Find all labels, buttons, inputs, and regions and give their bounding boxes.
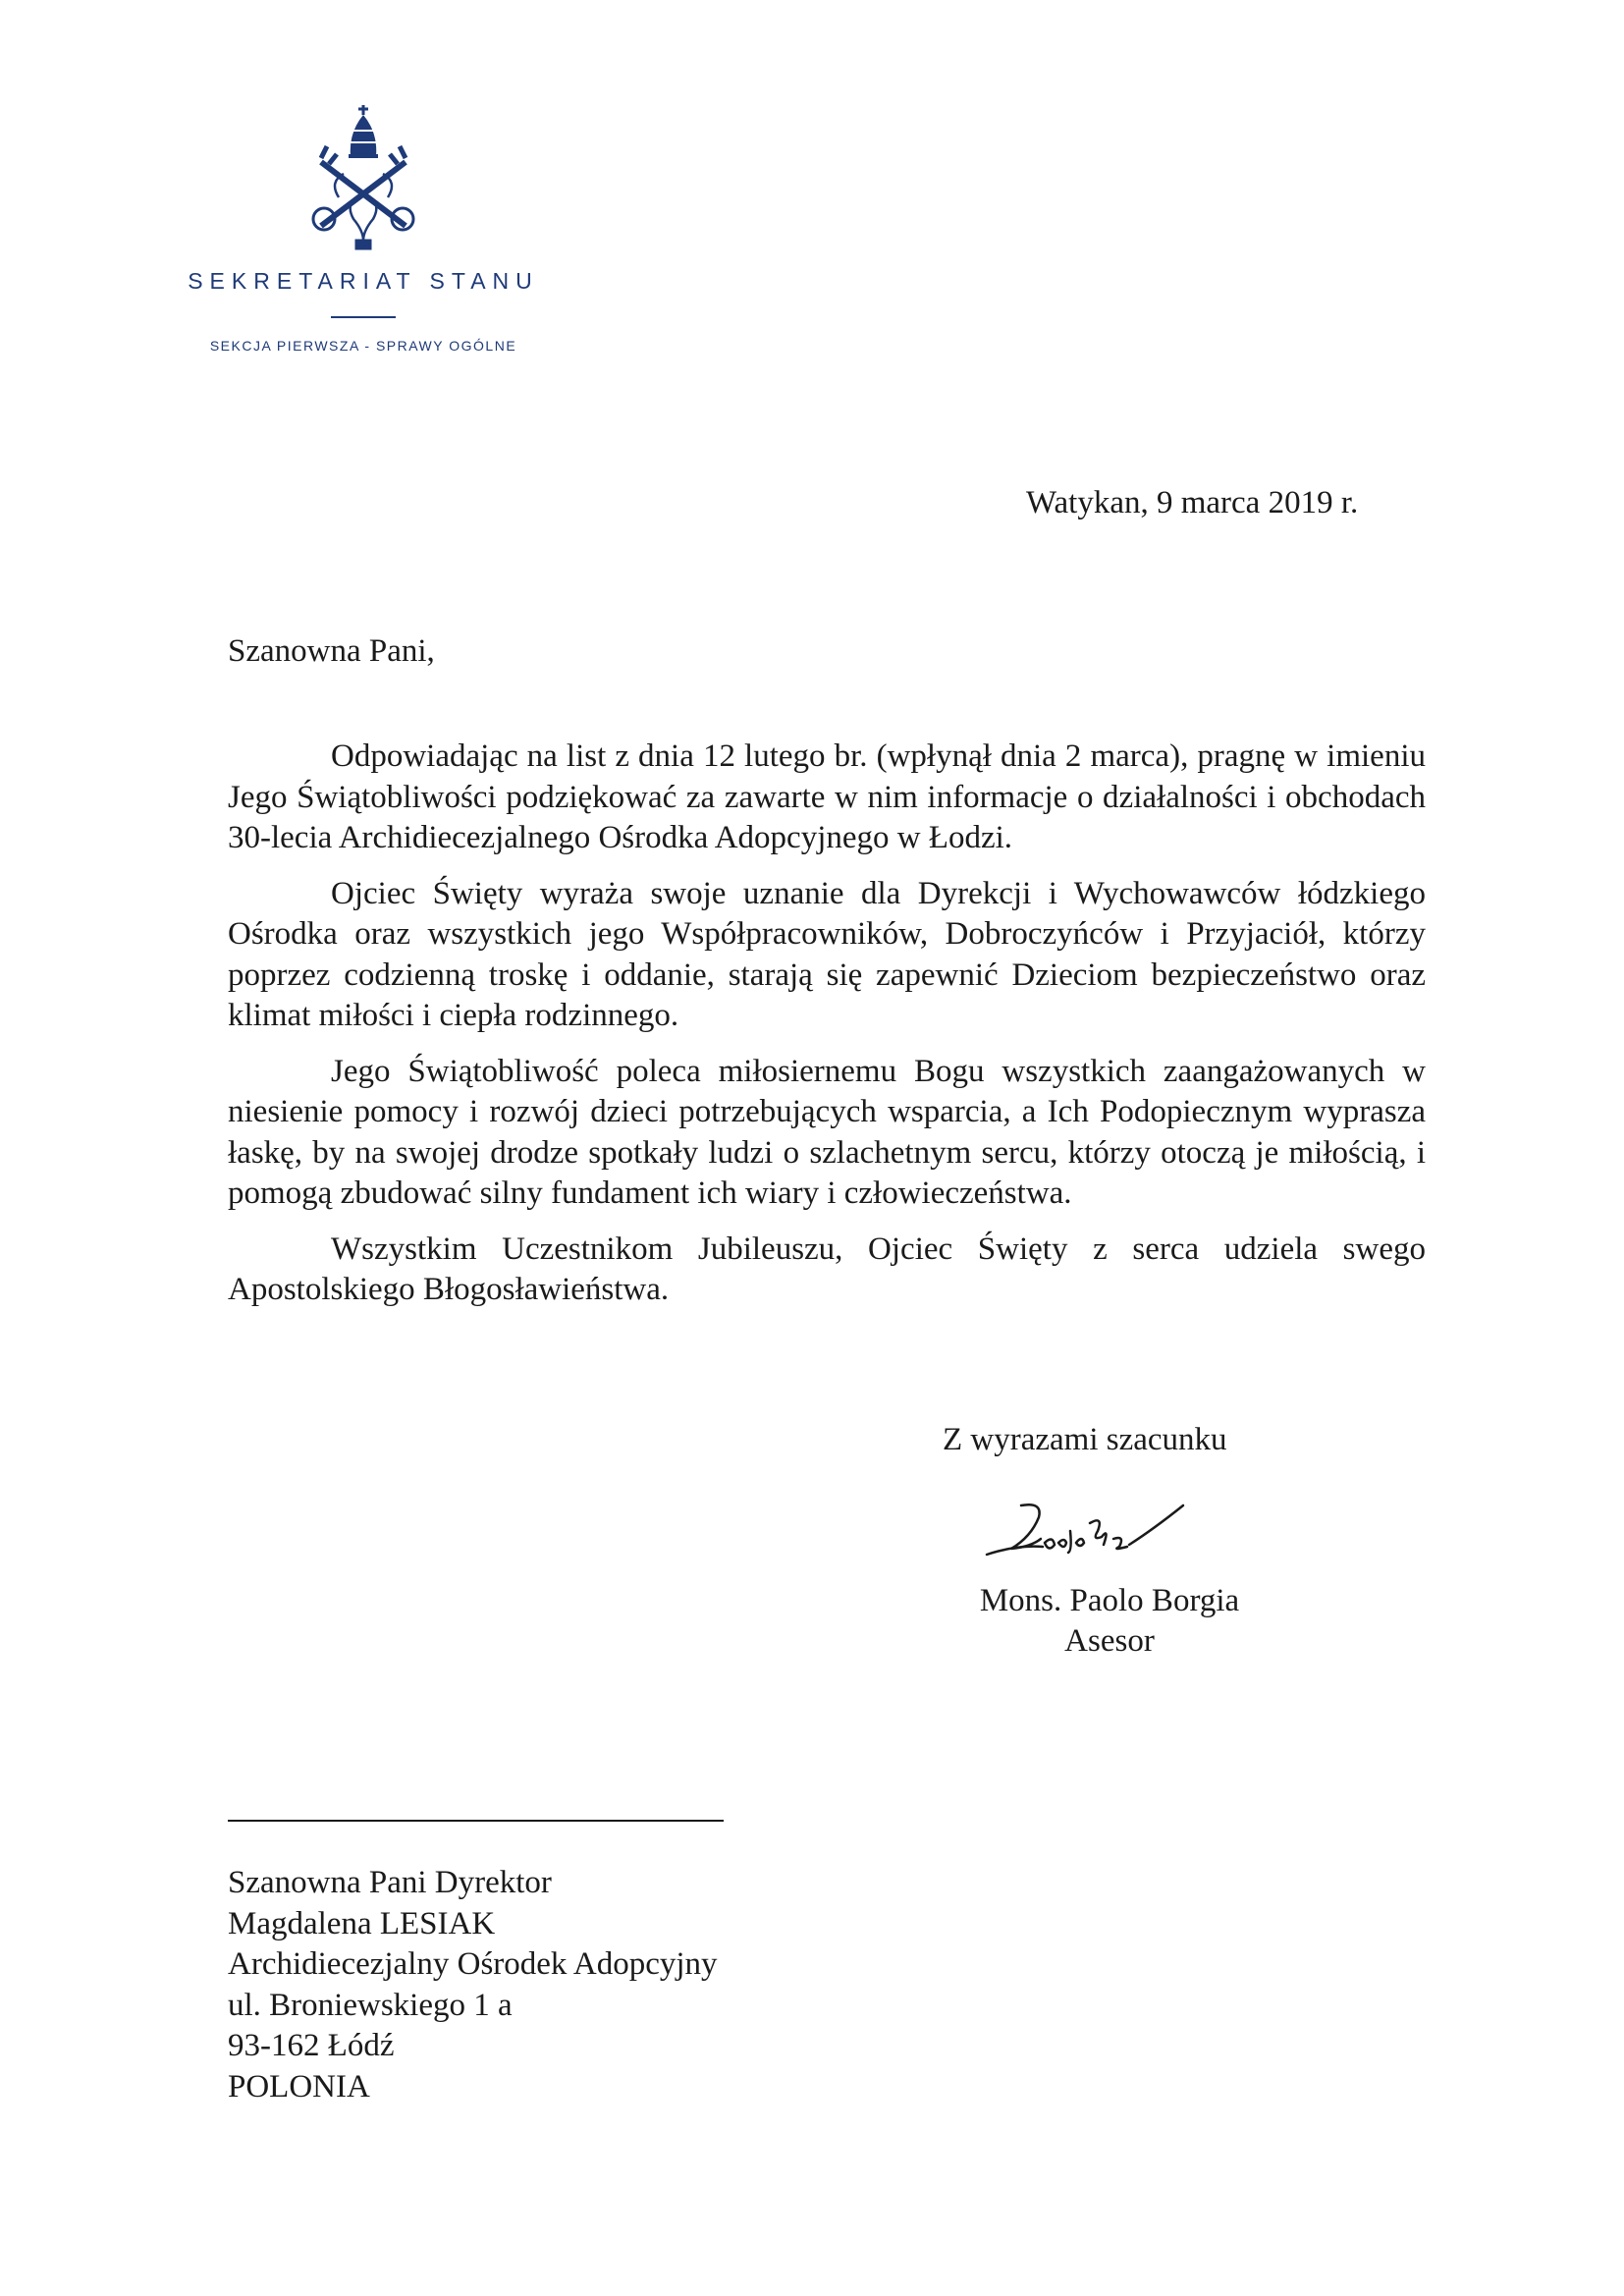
- letter-body: [228, 737, 1426, 1326]
- office-name: SEKRETARIAT STANU: [188, 268, 539, 294]
- signer-title: Asesor: [1064, 1623, 1155, 1659]
- recipient-address: [228, 1863, 718, 2107]
- salutation: Szanowna Pani,: [228, 633, 435, 669]
- address-line: Magdalena LESIAK: [228, 1905, 496, 1941]
- body-paragraph: Ojciec Święty wyraża swoje uznanie dla Dyrekcji i Wychowawców łódzkiego Ośrodka oraz wszystkich jego Współpracowników, Dobroczyńców i Przyjaciół, którzy poprzez codzienną troskę i oddanie, starają się zapewnić Dzieciom bezpieczeństwo oraz klimat miłości i ciepła rodzinnego.: [228, 875, 1426, 1033]
- office-section: SEKCJA PIERWSZA - SPRAWY OGÓLNE: [209, 338, 517, 354]
- papal-keys-tiara-emblem-icon: [299, 103, 427, 250]
- address-line: Archidiecezjalny Ośrodek Adopcyjny: [228, 1946, 718, 1982]
- letterhead: [147, 103, 579, 354]
- closing: Z wyrazami szacunku: [943, 1422, 1227, 1457]
- body-paragraph: Odpowiadając na list z dnia 12 lutego br. (wpłynął dnia 2 marca), pragnę w imieniu Jego Świątobliwości podziękować za zawarte w nim informacje o działalności i obchodach 30-lecia Archidiecezjalnego Ośrodka Adopcyjnego w Łodzi.: [228, 738, 1426, 855]
- address-line: Szanowna Pani Dyrektor: [228, 1865, 552, 1900]
- address-divider: [228, 1820, 724, 1822]
- signer-block: [913, 1581, 1306, 1662]
- handwritten-signature-icon: [982, 1498, 1188, 1586]
- letter-date: Watykan, 9 marca 2019 r.: [1026, 485, 1359, 520]
- address-line: 93-162 Łódź: [228, 2028, 395, 2063]
- address-line: POLONIA: [228, 2068, 370, 2105]
- address-line: ul. Broniewskiego 1 a: [228, 1987, 513, 2023]
- body-paragraph: Wszystkim Uczestnikom Jubileuszu, Ojciec Święty z serca udziela swego Apostolskiego Błogosławieństwa.: [228, 1230, 1426, 1307]
- letterhead-divider: [331, 316, 396, 318]
- signer-name: Mons. Paolo Borgia: [979, 1583, 1240, 1618]
- body-paragraph: Jego Świątobliwość poleca miłosiernemu Bogu wszystkich zaangażowanych w niesienie pomocy i rozwój dzieci potrzebujących wsparcia, a Ich Podopiecznym wyprasza łaskę, by na swojej drodze spotkały ludzi o szlachetnym sercu, którzy otoczą je miłością, i pomogą zbudować silny fundament ich wiary i człowieczeństwa.: [228, 1053, 1426, 1211]
